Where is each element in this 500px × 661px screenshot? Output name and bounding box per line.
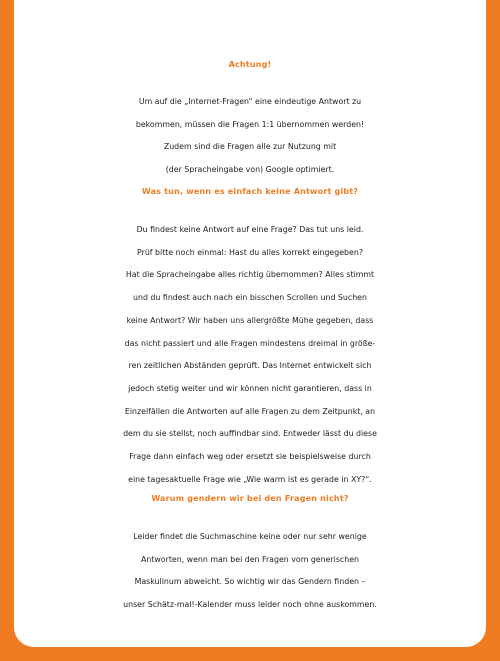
text-line: eine tagesaktuelle Frage wie „Wie warm ist es gerade in XY?“. xyxy=(128,474,372,484)
text-line: jedoch stetig weiter und wir können nicht garantieren, dass in xyxy=(128,383,372,393)
text-line: Leider findet die Suchmaschine keine oder nur sehr wenige xyxy=(133,532,367,541)
text-line: (der Spracheingabe von) Google optimiert. xyxy=(165,165,335,175)
text-line: Zudem sind die Fragen alle zur Nutzung mit xyxy=(163,142,337,152)
text-line: das nicht passiert und alle Fragen mindestens dreimal in größe- xyxy=(124,338,376,348)
text-line: Hat die Spracheingabe alles richtig übernommen? Alles stimmt xyxy=(125,270,375,280)
no-answer-heading: Was tun, wenn es einfach keine Antwort gibt? xyxy=(141,187,359,196)
card-content xyxy=(14,0,486,647)
text-line: Frage dann einfach weg oder ersetzt sie beispielsweise durch xyxy=(129,452,371,462)
attention-paragraph xyxy=(14,91,486,182)
text-line: Antworten, wenn man bei den Fragen vom generischen xyxy=(140,554,360,564)
text-line: Maskulinum abweicht. So wichtig wir das Gendern finden – xyxy=(134,577,366,587)
text-line: dem du sie stellst, noch auffindbar sind. Entweder lässt du diese xyxy=(123,429,377,439)
text-line: Du findest keine Antwort auf eine Frage? Das tut uns leid. xyxy=(136,225,364,234)
text-line: Einzelfällen die Antworten auf alle Fragen zu dem Zeitpunkt, an xyxy=(124,406,376,416)
text-line: keine Antwort? Wir haben uns allergrößte Mühe gegeben, dass xyxy=(126,315,374,325)
text-line: und du findest auch nach ein bisschen Scrollen und Suchen xyxy=(133,293,367,303)
text-line: Um auf die „Internet-Fragen“ eine eindeutige Antwort zu xyxy=(138,97,362,106)
attention-heading: Achtung! xyxy=(228,60,272,69)
no-answer-paragraph xyxy=(14,219,486,491)
content-card xyxy=(14,0,486,647)
gender-paragraph xyxy=(14,526,486,617)
text-line: bekommen, müssen die Fragen 1:1 übernommen werden! xyxy=(135,119,365,129)
text-line: unser Schätz-mal!-Kalender muss leider noch ohne auskommen. xyxy=(123,600,377,610)
text-line: Prüf bitte noch einmal: Hast du alles korrekt eingegeben? xyxy=(137,247,363,257)
gender-heading: Warum gendern wir bei den Fragen nicht? xyxy=(151,494,349,503)
text-line: ren zeitlichen Abständen geprüft. Das Internet entwickelt sich xyxy=(128,361,372,371)
